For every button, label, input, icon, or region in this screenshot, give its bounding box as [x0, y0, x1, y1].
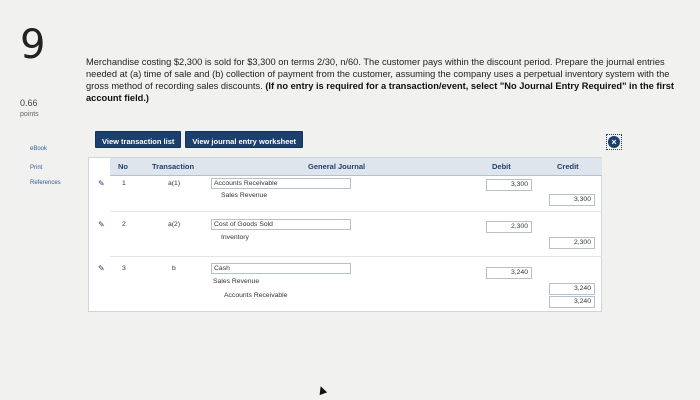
credit-field[interactable]: 2,300: [549, 237, 595, 249]
edit-pencil-icon[interactable]: ✎: [98, 179, 105, 188]
references-link[interactable]: References: [30, 180, 61, 186]
edit-pencil-icon[interactable]: ✎: [98, 264, 105, 273]
header-transaction: Transaction: [152, 162, 195, 171]
header-debit: Debit: [492, 162, 511, 171]
credit-field[interactable]: 3,240: [549, 283, 595, 295]
view-transaction-list-button[interactable]: View transaction list: [95, 131, 181, 148]
credit-field[interactable]: 3,240: [549, 296, 595, 308]
account-field[interactable]: Sales Revenue: [211, 277, 351, 288]
journal-header-row: [110, 158, 602, 176]
close-icon: ×: [608, 136, 620, 148]
mouse-cursor-icon: [317, 385, 327, 395]
question-number: 9: [20, 22, 46, 68]
row-no: 2: [122, 221, 126, 228]
debit-field[interactable]: 3,240: [486, 267, 532, 279]
account-field[interactable]: Cost of Goods Sold: [211, 219, 351, 230]
account-field[interactable]: Accounts Receivable: [222, 291, 351, 302]
row-divider: [110, 256, 602, 257]
header-general-journal: General Journal: [308, 162, 366, 171]
close-button[interactable]: [606, 134, 622, 150]
account-field[interactable]: Cash: [211, 263, 351, 274]
account-field[interactable]: Sales Revenue: [219, 191, 351, 202]
row-divider: [110, 211, 602, 212]
header-no: No: [118, 162, 128, 171]
print-link[interactable]: Print: [30, 165, 43, 171]
worksheet-tabs: [95, 131, 303, 148]
row-transaction: b: [172, 265, 176, 272]
points-label: points: [20, 111, 39, 118]
points-display: [20, 98, 39, 120]
ebook-link[interactable]: eBook: [30, 146, 48, 152]
question-text: [86, 56, 686, 104]
question-body: Merchandise costing $2,300 is sold for $3,300 on terms 2/30, n/60. The customer pays within the discount period. Prepare the journal entries needed at (a) time of sale and (b) collection of payment from the customer, assuming the company uses a perpetual inventory system with the gross method of recording sales discounts.: [86, 57, 670, 91]
edit-pencil-icon[interactable]: ✎: [98, 220, 105, 229]
view-journal-entry-worksheet-button[interactable]: View journal entry worksheet: [185, 131, 303, 148]
debit-field[interactable]: 2,300: [486, 221, 532, 233]
points-value: 0.66: [20, 98, 38, 108]
account-field[interactable]: Inventory: [219, 233, 351, 244]
debit-field[interactable]: 3,300: [486, 179, 532, 191]
row-no: 3: [122, 265, 126, 272]
row-transaction: a(2): [168, 221, 181, 228]
credit-field[interactable]: 3,300: [549, 194, 595, 206]
question-instruction: (If no entry is required for a transaction/event, select "No Journal Entry Required" in the first account field.): [86, 81, 674, 103]
row-no: 1: [122, 180, 126, 187]
account-field[interactable]: Accounts Receivable: [211, 178, 351, 189]
row-transaction: a(1): [168, 180, 181, 187]
header-credit: Credit: [557, 162, 579, 171]
